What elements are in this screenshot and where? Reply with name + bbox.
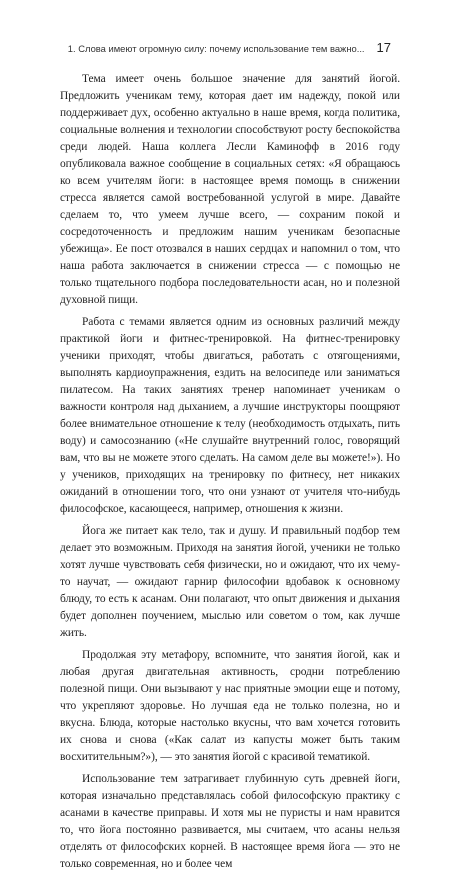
paragraph-3: Йога же питает как тело, так и душу. И правильный подбор тем делает это возможным. Приходя на занятия йогой, ученики не только хотят лучше чувствовать себя физически, но и ожидают, что их чему-то научат, — ожидают гарнир философии вдобавок к основному блюду, то есть к асанам. Они полагают, что опыт движения и дыхания будет дополнен поучением, мыслью или советом о том, как лучше жить. <box>60 525 400 639</box>
page-number: 17 <box>376 40 391 55</box>
paragraph-1: Тема имеет очень большое значение для занятий йогой. Предложить ученикам тему, которая дает им надежду, покой или поддерживает дух, особенно актуально в наше время, когда политика, социальные волнения и технологии способствуют росту беспокойства среди людей. Наша коллега Лесли Каминофф в 2016 году опубликовала важное сообщение в социальных сетях: «Я обращаюсь ко всем учителям йоги: в настоящее время помощь в снижении стресса является самой востребованной услугой в мире. Давайте сделаем то, что умеем лучше всего, — сохраним покой и сосредоточенность и предложим нашим ученикам безопасные убежища». Ее пост отозвался в наших сердцах и напомнил о том, что наша работа заключается в снижении стресса — с помощью не только тщательного подбора последовательности асан, но и полезной духовной пищи. <box>60 73 400 306</box>
running-head <box>60 40 391 55</box>
running-head-title: 1. Слова имеют огромную силу: почему использование тем важно... <box>67 43 365 54</box>
paragraph-2: Работа с темами является одним из основных различий между практикой йоги и фитнес-тренировкой. На фитнес-тренировку ученики приходят, чтобы двигаться, работать с отягощениями, выполнять кардиоупражнения, ездить на велосипеде или заниматься пилатесом. На таких занятиях тренер напоминает ученикам о важности контроля над дыханием, а лучшие инструкторы поощряют более внимательное отношение к телу (необходимость отдыхать, пить воду) и самосознанию («Не слушайте внутренний голос, говорящий вам, что вы не можете этого сделать. На самом деле вы можете!»). Но у учеников, приходящих на тренировку по фитнесу, нет никаких ожиданий в отношении того, что они узнают от учителя что-нибудь философское, касающееся, например, отношения к жизни. <box>60 316 400 515</box>
paragraph-4: Продолжая эту метафору, вспомните, что занятия йогой, как и любая другая двигательная активность, сродни потреблению полезной пищи. Они вызывают у нас приятные эмоции еще и потому, что укрепляют здоровье. Но лучшая еда не только полезна, но и вкусна. Блюда, которые настолько вкусны, что вам хочется готовить их снова и снова («Как салат из капусты может быть таким восхитительным?»), — это занятия йогой с красивой тематикой. <box>60 649 400 763</box>
body-text <box>60 71 400 873</box>
paragraph-5: Использование тем затрагивает глубинную суть древней йоги, которая изначально представлялась собой философскую практику с асанами в качестве приправы. И хотя мы не пуристы и нам нравится то, что йога постоянно развивается, мы считаем, что асаны нельзя отделять от философских корней. В настоящее время йога — это не только современная, но и более чем <box>60 773 400 870</box>
